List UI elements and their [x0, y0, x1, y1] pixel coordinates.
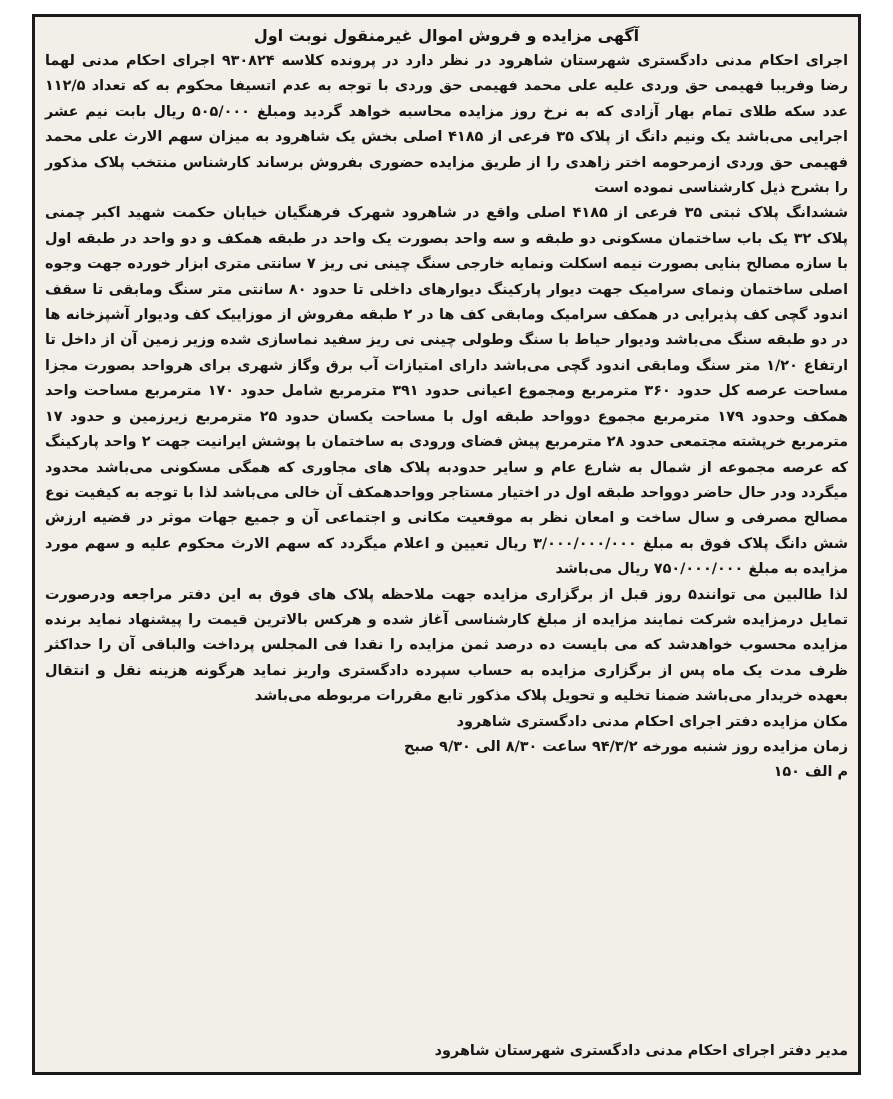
- notice-code: م الف ۱۵۰: [773, 764, 848, 781]
- notice-title: آگهی مزایده و فروش اموال غیرمنقول نوبت اول: [253, 26, 640, 45]
- signature-line: مدیر دفتر اجرای احکام مدنی دادگستری شهرستان شاهرود: [434, 1043, 848, 1059]
- property-description-paragraph: ششدانگ پلاک ثبتی ۳۵ فرعی از ۴۱۸۵ اصلی واقع در شاهرود شهرک فرهنگیان خیابان حکمت شهید اکبر چمنی پلاک ۳۲ یک باب ساختمان مسکونی دو طبقه و سه واحد بصورت یک واحد در طبقه همکف و دو واحد در طبقه اول با سازه مصالح بنایی بصورت نیمه اسکلت ونمایه خارجی سنگ چینی نی ریز ۷ سانتی متری ابزار خورده جهت وجوه اصلی ساختمان ونمای سرامیک جهت دیوار پارکینگ دیوارهای داخلی تا حدود ۸۰ سانتی متر سنگ ومابقی تا سقف اندود گچی کف پذیرایی در همکف سرامیک ومابقی کف ها در ۲ طبقه مفروش از موزاییک کف ودیوار آشپزخانه ها در دو طبقه سنگ می‌باشد ودیوار حیاط با سنگ وطولی چینی نی ریز سفید نماسازی شده وزیر زمین آن از داخل تا ارتفاع ۱/۲۰ متر سنگ ومابقی اندود گچی می‌باشد دارای امتیازات آب برق وگاز شهری برای هرواحد بصورت مجزا مساحت عرصه کل حدود ۳۶۰ مترمربع ومجموع اعیانی حدود ۳۹۱ مترمربع شامل حدود ۱۷۰ مترمربع مساحت واحد همکف وحدود ۱۷۹ مترمربع مجموع دوواحد طبقه اول با مساحت یکسان حدود ۲۵ مترمربع زیرزمین و حدود ۱۷ مترمربع خرپشته مجتمعی حدود ۲۸ مترمربع پیش فضای ورودی به ساختمان با پوشش ایرانیت جهت ۲ واحد پارکینگ که عرصه مجموعه از شمال به شارع عام و سایر حدودبه پلاک های مجاوری که همگی مسکونی می‌باشد محدود میگردد ودر حال حاضر دوواحد طبقه اول در اختیار مستاجر وواحدهمکف آن خالی می‌باشد لذا با توجه به کیفیت نوع مصالح مصرفی و سال ساخت و امعان نظر به موقعیت مکانی و اجتماعی آن و جمیع جهات موثر در قضیه ارزش شش دانگ پلاک فوق به مبلغ ۳/۰۰۰/۰۰۰/۰۰۰ ریال تعیین و اعلام میگردد که سهم الارث محکوم علیه و سهم مورد مزایده به مبلغ ۷۵۰/۰۰۰/۰۰۰ ریال می‌باشد: [45, 205, 849, 578]
- auction-notice: [32, 14, 861, 1075]
- auction-conditions-paragraph: لذا طالبین می توانند۵ روز قبل از برگزاری مزایده جهت ملاحظه پلاک های فوق به این دفتر مراجعه ودرصورت تمایل درمزایده شرکت نمایند مزایده از مبلغ کارشناسی آغاز شده و هرکس بالاترین قیمت را پیشنهاد نماید برنده مزایده محسوب خواهدشد که می بایست ده درصد ثمن مزایده را نقدا فی المجلس پرداخت والباقی آن را حداکثر ظرف مدت یک ماه پس از برگزاری مزایده به حساب سپرده دادگستری واریز نماید هرگونه هزینه نقل و انتقال بعهده خریدار می‌باشد ضمنا تخلیه و تحویل پلاک مذکور تابع مقررات مربوطه می‌باشد: [45, 586, 848, 705]
- intro-paragraph: اجرای احکام مدنی دادگستری شهرستان شاهرود در نظر دارد در پرونده کلاسه ۹۳۰۸۲۴ اجرای احکام مدنی لهما رضا وفریبا فهیمی حق وردی علیه علی محمد فهیمی حق وردی با توجه به عدم اتسیفا محکوم به که تعداد ۱۱۲/۵ عدد سکه طلای تمام بهار آزادی که به نرخ روز مزایده محاسبه خواهد گردید ومبلغ ۵۰۵/۰۰۰ ریال بابت نیم عشر اجرایی می‌باشد یک ونیم دانگ از پلاک ۳۵ فرعی از ۴۱۸۵ اصلی بخش یک شاهرود به میزان سهم الارث علی محمد فهیمی حق وردی ازمرحومه اختر زاهدی را از طریق مزایده حضوری بفروش برساند کارشناس منتخب پلاک مذکور را بشرح ذیل کارشناسی نموده است: [45, 53, 848, 197]
- auction-time: زمان مزایده روز شنبه مورخه ۹۴/۳/۲ ساعت ۸/۳۰ الی ۹/۳۰ صبح: [403, 738, 848, 755]
- auction-place: مکان مزایده دفتر اجرای احکام مدنی دادگستری شاهرود: [456, 713, 848, 730]
